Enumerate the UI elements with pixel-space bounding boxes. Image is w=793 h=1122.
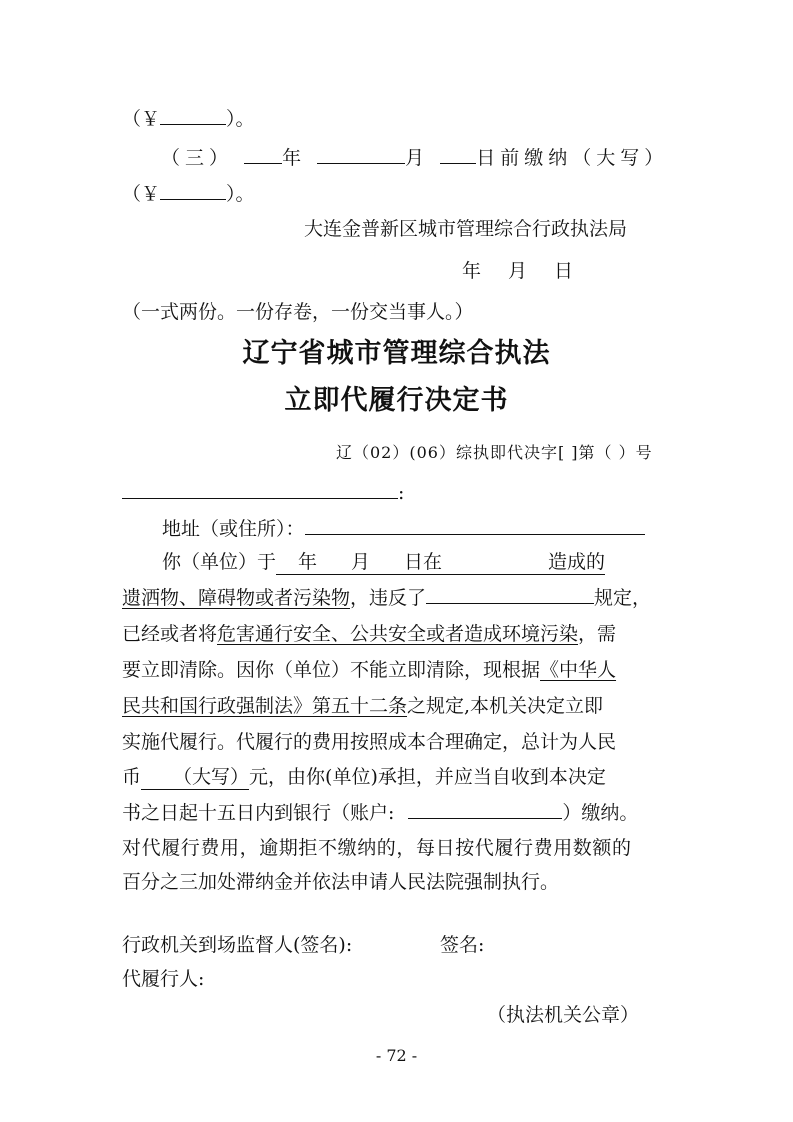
document-number: 辽（02）(06）综执即代决字[ ]第（ ）号 (336, 443, 653, 462)
issuing-authority: 大连金普新区城市管理综合行政执法局 (304, 218, 628, 240)
recipient-colon: : (398, 482, 405, 504)
year-label: 年 (282, 147, 307, 169)
amount-open: （￥ (122, 108, 161, 130)
body-line-8 (122, 798, 638, 825)
page-number: - 72 - (375, 1046, 418, 1065)
document-title-line-2: 立即代履行决定书 (284, 385, 509, 416)
underlined-clause: 《中华人 (540, 659, 617, 681)
signature-label: 签名: (440, 934, 485, 956)
amount-open: （￥ (122, 183, 161, 205)
amount-blank (160, 180, 226, 200)
body-text: ，违反了 (350, 587, 427, 609)
regulation-blank (426, 584, 594, 604)
underlined-clause: 遗洒物、障碍物或者污染物 (122, 587, 351, 609)
body-text: 造成的 (548, 551, 606, 573)
day-blank (440, 144, 476, 164)
recipient-line (122, 479, 404, 504)
recipient-name-blank (122, 479, 398, 499)
body-line-5 (122, 691, 603, 718)
issue-date-fields: 年 月 日 (462, 260, 578, 282)
payment-deadline-line (161, 143, 668, 170)
body-day: 日在 (404, 551, 443, 573)
body-text: ）缴纳。 (562, 802, 639, 824)
body-text: 规定， (594, 587, 652, 609)
supervisor-signature-label: 行政机关到场监督人(签名): (122, 934, 353, 956)
amount-figure-line-2 (122, 179, 255, 206)
body-line-1 (162, 547, 605, 575)
date-underline-field (276, 551, 443, 575)
section-three-label: （三） (161, 147, 234, 169)
body-line-2 (122, 583, 651, 610)
agent-label: 代履行人: (122, 968, 205, 990)
location-blank (426, 552, 548, 575)
day-label: 日前缴纳（大写） (476, 147, 669, 169)
amount-blank (160, 105, 226, 125)
underlined-clause: 民共和国行政强制法》第五十二条 (122, 695, 408, 717)
body-line-9: 对代履行费用，逾期拒不缴纳的，每日按代履行费用数额的 (122, 837, 632, 859)
body-line-4 (122, 655, 616, 682)
body-line-7 (122, 762, 606, 790)
body-text: 币 (122, 766, 142, 788)
year-blank (244, 144, 282, 164)
official-seal-label: （执法机关公章） (487, 1004, 640, 1026)
address-label: 地址（或住所）： (162, 518, 305, 540)
amount-figure-line-1 (122, 104, 255, 131)
underlined-clause: 危害通行安全、公共安全或者造成环境污染 (217, 623, 579, 645)
copies-note: （一式两份。一份存卷，一份交当事人。） (122, 301, 474, 323)
body-text: 之规定,本机关决定立即 (407, 695, 604, 717)
address-line (162, 514, 645, 541)
body-line-10: 百分之三加处滞纳金并依法申请人民法院强制执行。 (122, 871, 560, 893)
body-text: ，需 (578, 623, 617, 645)
amount-close: ）。 (226, 108, 255, 130)
body-text: 已经或者将 (122, 623, 218, 645)
body-line-6: 实施代履行。代履行的费用按照成本合理确定，总计为人民 (122, 731, 617, 753)
body-month: 月 (351, 551, 371, 573)
amount-close: ）。 (226, 183, 255, 205)
month-label: 月 (405, 147, 430, 169)
body-text: 你（单位）于 (162, 551, 277, 573)
amount-capital-field: （大写） (141, 767, 249, 790)
month-blank (317, 144, 405, 164)
account-blank (408, 799, 562, 819)
document-title-line-1: 辽宁省城市管理综合执法 (242, 338, 551, 369)
body-text: 要立即清除。因你（单位）不能立即清除，现根据 (122, 659, 541, 681)
body-year: 年 (298, 551, 318, 573)
body-text: 元，由你(单位)承担，并应当自收到本决定 (249, 766, 606, 788)
body-line-3 (122, 619, 616, 646)
address-blank (305, 515, 645, 535)
body-text: 书之日起十五日内到银行（账户: (122, 802, 395, 824)
